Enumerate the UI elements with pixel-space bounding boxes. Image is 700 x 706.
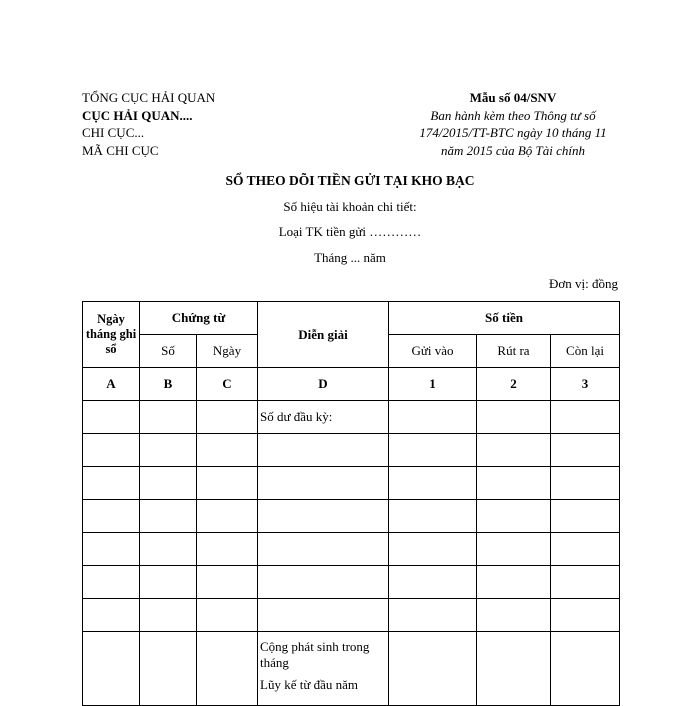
table-cell bbox=[258, 500, 389, 533]
table-cell bbox=[389, 632, 477, 706]
form-number: Mẫu số 04/SNV bbox=[469, 90, 557, 105]
table-cell bbox=[140, 599, 197, 632]
deposit-in-header: Gửi vào bbox=[389, 335, 477, 368]
column-code: C bbox=[197, 368, 258, 401]
table-row bbox=[83, 500, 620, 533]
sub-department: CHI CỤC... bbox=[82, 125, 145, 140]
legal-note-3: năm 2015 của Bộ Tài chính bbox=[440, 142, 586, 158]
withdraw-header: Rút ra bbox=[477, 335, 551, 368]
column-code: 1 bbox=[389, 368, 477, 401]
table-cell bbox=[197, 533, 258, 566]
table-cell bbox=[477, 401, 551, 434]
table-cell bbox=[140, 434, 197, 467]
table-cell bbox=[258, 434, 389, 467]
table-cell bbox=[197, 632, 258, 706]
table-cell bbox=[197, 401, 258, 434]
table-cell bbox=[477, 434, 551, 467]
table-cell bbox=[140, 500, 197, 533]
document-title: SỔ THEO DÕI TIỀN GỬI TẠI KHO BẠC bbox=[225, 173, 475, 188]
table-cell bbox=[83, 533, 140, 566]
amount-header: Số tiền bbox=[389, 302, 620, 335]
table-cell bbox=[197, 467, 258, 500]
year-to-date-label: Lũy kế từ đầu năm bbox=[260, 677, 359, 692]
table-cell bbox=[197, 599, 258, 632]
table-cell bbox=[258, 533, 389, 566]
table-cell bbox=[551, 599, 620, 632]
column-code: B bbox=[140, 368, 197, 401]
date-recorded-header: Ngày tháng ghi sổ bbox=[83, 302, 140, 368]
table-cell bbox=[140, 467, 197, 500]
table-cell bbox=[83, 632, 140, 706]
table-row bbox=[83, 533, 620, 566]
column-code: A bbox=[83, 368, 140, 401]
account-detail-line: Số hiệu tài khoản chi tiết: bbox=[283, 199, 417, 214]
legal-note-2: 174/2015/TT-BTC ngày 10 tháng 11 bbox=[419, 125, 607, 140]
table-cell bbox=[551, 467, 620, 500]
table-cell bbox=[551, 500, 620, 533]
table-cell bbox=[477, 566, 551, 599]
table-cell bbox=[258, 599, 389, 632]
period-line: Tháng ... năm bbox=[314, 250, 386, 265]
table-cell bbox=[551, 401, 620, 434]
table-cell bbox=[83, 401, 140, 434]
table-cell bbox=[389, 599, 477, 632]
column-code: 2 bbox=[477, 368, 551, 401]
customs-department: CỤC HẢI QUAN.... bbox=[82, 107, 193, 123]
table-cell bbox=[140, 566, 197, 599]
table-cell bbox=[551, 533, 620, 566]
deposit-ledger-table bbox=[82, 301, 620, 706]
table-cell bbox=[389, 533, 477, 566]
description-header: Diễn giải bbox=[258, 302, 389, 368]
voucher-number-header: Số bbox=[140, 335, 197, 368]
table-cell bbox=[258, 467, 389, 500]
table-cell bbox=[477, 500, 551, 533]
table-row bbox=[83, 401, 620, 434]
voucher-date-header: Ngày bbox=[197, 335, 258, 368]
table-cell bbox=[477, 599, 551, 632]
table-row bbox=[83, 599, 620, 632]
table-cell bbox=[258, 566, 389, 599]
table-cell bbox=[83, 566, 140, 599]
table-cell bbox=[551, 566, 620, 599]
column-code: 3 bbox=[551, 368, 620, 401]
table-cell bbox=[140, 401, 197, 434]
month-total-label: Cộng phát sinh trong tháng bbox=[260, 639, 370, 670]
general-department: TỔNG CỤC HẢI QUAN bbox=[82, 90, 216, 105]
account-type-line: Loại TK tiền gửi ………… bbox=[278, 224, 422, 239]
table-cell bbox=[477, 632, 551, 706]
table-cell bbox=[477, 467, 551, 500]
agency-header bbox=[82, 89, 215, 159]
table-cell bbox=[197, 566, 258, 599]
table-cell bbox=[197, 500, 258, 533]
table-cell bbox=[83, 467, 140, 500]
balance-header: Còn lại bbox=[551, 335, 620, 368]
table-cell bbox=[389, 500, 477, 533]
opening-balance-cell bbox=[258, 401, 389, 434]
table-cell bbox=[197, 434, 258, 467]
legal-note-1: Ban hành kèm theo Thông tư số bbox=[430, 107, 596, 123]
column-code: D bbox=[258, 368, 389, 401]
table-cell bbox=[551, 434, 620, 467]
table-cell bbox=[389, 401, 477, 434]
voucher-header: Chứng từ bbox=[140, 302, 258, 335]
table-cell bbox=[83, 434, 140, 467]
table-cell bbox=[83, 500, 140, 533]
table-cell bbox=[140, 632, 197, 706]
opening-balance-label: Số dư đầu kỳ: bbox=[260, 409, 333, 424]
table-row bbox=[83, 467, 620, 500]
table-cell bbox=[389, 434, 477, 467]
table-row bbox=[83, 434, 620, 467]
currency-unit: Đơn vị: đồng bbox=[549, 276, 618, 291]
table-cell bbox=[477, 533, 551, 566]
table-cell bbox=[83, 599, 140, 632]
table-cell bbox=[389, 467, 477, 500]
table-row bbox=[83, 632, 620, 706]
sub-department-code: MÃ CHI CỤC bbox=[82, 142, 159, 158]
table-row bbox=[83, 566, 620, 599]
totals-cell bbox=[258, 632, 389, 706]
table-cell bbox=[551, 632, 620, 706]
table-cell bbox=[389, 566, 477, 599]
form-reference bbox=[372, 89, 654, 159]
table-cell bbox=[140, 533, 197, 566]
